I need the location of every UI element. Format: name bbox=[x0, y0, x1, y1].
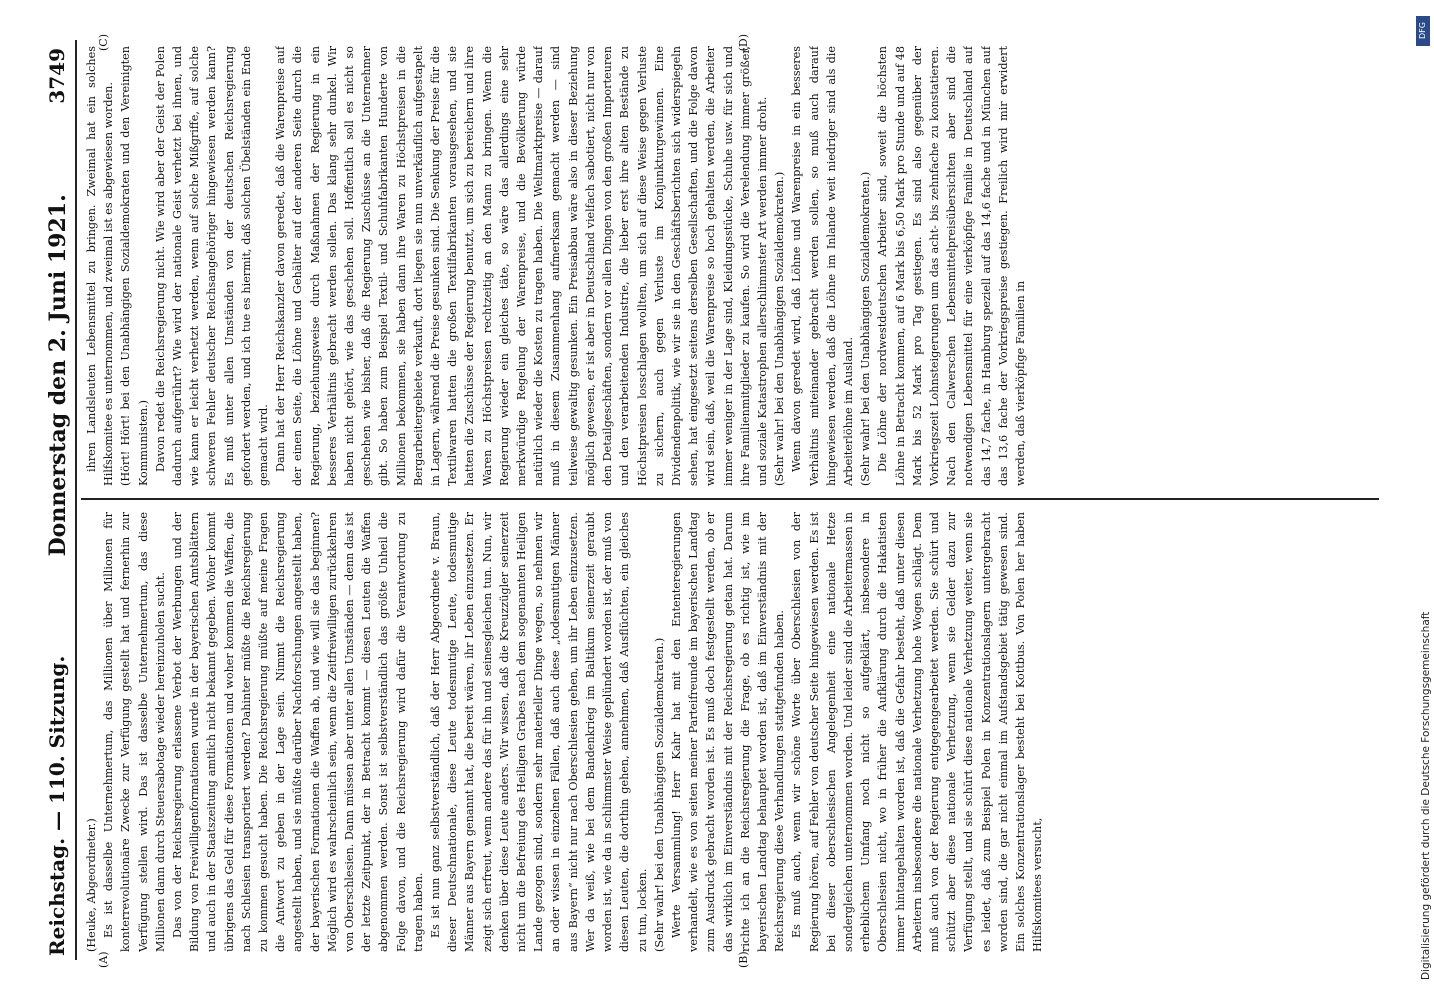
paragraph: Es muß auch, wenn wir schöne Worte über Oberschlesien von der Regierung hören, auf Fehler von deutscher Seite hingewiesen werden. Es ist bei dieser oberschlesischen Angelegenheit eine nationale Hetze sondergleichen unternommen worden. Und leider sind die Arbeitermassen in erheblichem Umfang noch nicht so aufgeklärt, insbesondere in Oberschlesien nicht, wo in früher die Aufklärung durch die Hakatisten immer hintangehalten worden ist, daß die Gefahr besteht, daß unter diesen Arbeitern insbesondere die nationale Verhetzung hohe Wogen schlägt. Dem muß auch von der Regierung entgegengearbeitet werden. Sie schürt und schützt aber diese nationale Verhetzung, wenn sie Gelder dazu zur Verfügung stellt, und sie schürt diese nationale Verhetzung weiter, wenn sie es leidet, daß zum Beispiel Polen in Konzentrationslagern untergebracht worden sind, die gar nicht einmal im Aufstandsgebiet tätig gewesen sind. Ein solches Konzentrationslager besteht bei Kottbus. Von Polen her haben Hilfskomitees versucht, bbox=[790, 512, 1045, 952]
newspaper-page bbox=[37, 30, 1397, 970]
rotated-page bbox=[37, 30, 1397, 970]
marker-a: (A) bbox=[97, 951, 110, 968]
paragraph: (Sehr wahr! bei den Unabhängigen Sozialdemokraten.) bbox=[859, 171, 873, 486]
paragraph: Davon redet die Reichsregierung nicht. Wie wird aber der Geist der Polen dadurch aufgerührt? Wie wird der nationale Geist verhetzt bei ihnen, und wie kann er leicht verhetzt werden, wenn auf solche Mißgriffe, auf solche schweren Fehler deutscher Reichsangehöriger hingewiesen werden kann? Es muß unter allen Umständen von der deutschen Reichsregierung gefordert werden, und ich tue es hiermit, daß solchen Übelständen ein Ende gemacht wird. bbox=[153, 46, 271, 486]
paragraph: Das von der Reichsregierung erlassene Verbot der Werbungen und der Bildung von Freiwilligenformationen wurde in der bayerischen Amtsblättern und auch in der Staatszeitung amtlich nicht bekannt gegeben. Woher kommt übrigens das Geld für diese Formationen und woher kommen die Waffen, die nach Schlesien transportiert werden? Dahinter müßte die Reichsregierung zu kommen gesucht haben. Die Reichsregierung müßte auf meine Fragen die Antwort zu geben in der Lage sein. Nimmt die Reichsregierung angestellt haben, und sie müßte darüber Nachforschungen angestellt haben, der bayerischen Formationen die Waffen ab, und wie will sie das beginnen? Möglich wird es wahrscheinlich sein, wenn die Zeitfreiwilligen zurückkehren von Oberschlesien. Dann müssen aber unter allen Umständen — denn das ist der letzte Zeitpunkt, der in Betracht kommt — diesen Leuten die Waffen abgenommen werden. Sonst ist selbstverständlich das größte Unheil die Folge davon, und die Reichsregierung wird dafür die Verantwortung zu tragen haben. bbox=[171, 512, 425, 952]
paragraph: Es ist dasselbe Unternehmertum, das Millionen über Millionen für konterrevolutionäre Zwecke zur Verfügung gestellt hat und fernerhin zur Verfügung stellen wird. Das ist dasselbe Unternehmertum, das diese Millionen dann durch Steuersabotage wieder hereinzuholen sucht. bbox=[102, 512, 167, 952]
header-session: Reichstag. — 110. Sitzung. bbox=[45, 655, 69, 956]
header-date: Donnerstag den 2. Juni 1921. bbox=[45, 194, 71, 557]
left-column bbox=[83, 512, 1377, 952]
paragraph: Es ist nun ganz selbstverständlich, daß der Herr Abgeordnete v. Braun, dieser Deutschnationale, diese Leute todesmutige Leute, todesmutige Männer aus Bayern genannt hat, die bereit wären, ihr Leben einzusetzen. Er zeigt sich erfreut, wenn andere das für ihn und seinesgleichen tun. Nun, wir denken über diese Leute anders. Wir wissen, daß die Kreuzzügler seinerzeit nicht um die Befreiung des Heiligen Grabes nach dem sogenannten Heiligen Lande gezogen sind, sondern sehr materieller Dinge wegen, so nehmen wir an oder wissen in einzelnen Fällen, daß auch diese „todesmutigen Männer aus Bayern“ nicht nur nach Oberschlesien gehen, um ihr Leben einzusetzen. Wer da weiß, wie bei dem Bandenkrieg im Baltikum seinerzeit geraubt worden ist, wie da in schlimmster Weise geplündert worden ist, der muß von diesen Leuten, die dorthin gehen, annehmen, daß Ausflüchten, ein gleiches zu tun, locken. bbox=[429, 512, 649, 952]
credit-text: Digitalisierung gefördert durch die Deutsche Forschungsgemeinschaft bbox=[1420, 611, 1432, 980]
header-rule bbox=[75, 40, 77, 960]
column-rule bbox=[81, 498, 1379, 500]
marker-d: (D) bbox=[737, 34, 750, 52]
page-header bbox=[43, 30, 73, 970]
paragraph: (Sehr wahr! bei den Unabhängigen Sozialdemokraten.) bbox=[652, 637, 666, 952]
paragraph: Die Löhne der nordwestdeutschen Arbeiter sind, soweit die höchsten Löhne in Betracht kommen, auf 6 Mark bis 6,50 Mark pro Stunde und auf 48 Mark bis 52 Mark pro Tag gestiegen. Es sind also gegenüber der Vorkriegszeit Lohnsteigerungen um das acht- bis zehnfache zu konstatieren. Nach den Calwerschen Lebensmittelpreisübersichten aber sind die notwendigen Lebensmittel für eine vierköpfige Familie in Deutschland auf das 14,7 fache, in Hamburg speziell auf das 14,6 fache und in München auf das 13,6 fache der Vorkriegspreise gestiegen. Freilich wird mir erwidert werden, daß vierköpfige Familien in bbox=[876, 46, 1027, 486]
paragraph: Wenn davon geredet wird, daß Löhne und Warenpreise in ein besseres Verhältnis miteinander gebracht werden sollen, so muß auch darauf hingewiesen werden, daß die Löhne im Inlande weit niedriger sind als die Arbeiterlöhne im Ausland. bbox=[790, 46, 855, 486]
paragraph: (Heuke, Abgeordneter.) bbox=[85, 818, 98, 952]
paragraph: ihren Landsleuten Lebensmittel zu bringen. Zweimal hat ein solches Hilfskomitee es unternommen, und zweimal ist es abgewiesen worden. bbox=[85, 46, 116, 486]
page-number: 3749 bbox=[45, 48, 69, 104]
digitization-credit bbox=[1412, 10, 1432, 990]
dfg-logo: DFG bbox=[1416, 16, 1430, 46]
right-column bbox=[83, 46, 1377, 486]
marker-c: (C) bbox=[97, 34, 110, 51]
paragraph: Dann hat der Herr Reichskanzler davon geredet, daß die Warenpreise auf der einen Seite, die Löhne und Gehälter auf der anderen Seite durch die Regierung, beziehungsweise durch Maßnahmen der Regierung in ein besseres Verhältnis gebracht werden sollen. Das klang sehr dunkel. Wir haben nicht gehört, wie das geschehen soll. Hoffentlich soll es nicht so geschehen wie bisher, daß die Regierung Zuschüsse an die Unternehmer gibt. So haben zum Beispiel Textil- und Schuhfabrikanten Hunderte von Millionen bekommen, sie haben dann ihre Waren zu Höchstpreisen in die Bergarbeitergebiete verkauft, dort liegen sie nun unverkäuflich aufgestapelt in Lagern, während die Preise gesunken sind. Die Senkung der Preise für die Textilwaren hatten die großen Textilfabrikanten vorausgesehen, und sie hatten die Zuschüsse der Regierung benutzt, um sich zu bereichern und ihre Waren zu Höchstpreisen rechtzeitig an den Mann zu bringen. Wenn die Regierung wieder ein gleiches täte, so wäre das allerdings eine sehr merkwürdige Regelung der Warenpreise, und die Bevölkerung würde natürlich wieder die Kosten zu tragen haben. Die Weltmarktpreise — darauf muß in diesem Zusammenhang aufmerksam gemacht werden — sind teilweise gewaltig gesunken. Ein Preisabbau wäre also in dieser Beziehung möglich gewesen, er ist aber in Deutschland vielfach sabotiert, nicht nur von den Detailgeschäften, sondern vor allen Dingen von den großen Importeuren und den verarbeitenden Industrie, die lieber erst ihre alten Bestände zu Höchstpreisen losschlagen wollten, um sich auf diese Weise gegen Verluste zu sichern, auch gegen Verluste im Konjunkturgewinnen. Eine Dividendenpolitik, wie wir sie in den Geschäftsberichten sich widerspiegeln sehen, hat eingesetzt seitens derselben Gesellschaften, und die Folge davon wird sein, daß, weil die Warenpreise so hoch gehalten werden, die Arbeiter immer weniger in der Lage sind, Kleidungsstücke, Schuhe usw. für sich und ihre Familienmitglieder zu kaufen. So wird die Verelendung immer größer, und soziale Katastrophen allerschlimmster Art werden immer droht. bbox=[274, 46, 769, 486]
marker-b: (B) bbox=[737, 951, 750, 968]
paragraph: (Hört! Hört! bei den Unabhängigen Sozialdemokraten und den Vereinigten Kommunisten.) bbox=[119, 46, 150, 486]
paragraph: (Sehr wahr! bei den Unabhängigen Sozialdemokraten.) bbox=[773, 171, 787, 486]
paragraph: Werte Versammlung! Herr Kahr hat mit den Ententeregierungen verhandelt, wie es von seiten meiner Parteifreunde im bayerischen Landtag zum Ausdruck gebracht worden ist. Es muß doch festgestellt werden, ob er das wirklich im Einverständnis mit der Reichsregierung getan hat. Darum richte ich an die Reichsregierung die Frage, ob es richtig ist, wie im bayerischen Landtag behauptet worden ist, daß im Einverständnis mit der Reichsregierung diese Verhandlungen stattgefunden haben. bbox=[669, 512, 787, 952]
